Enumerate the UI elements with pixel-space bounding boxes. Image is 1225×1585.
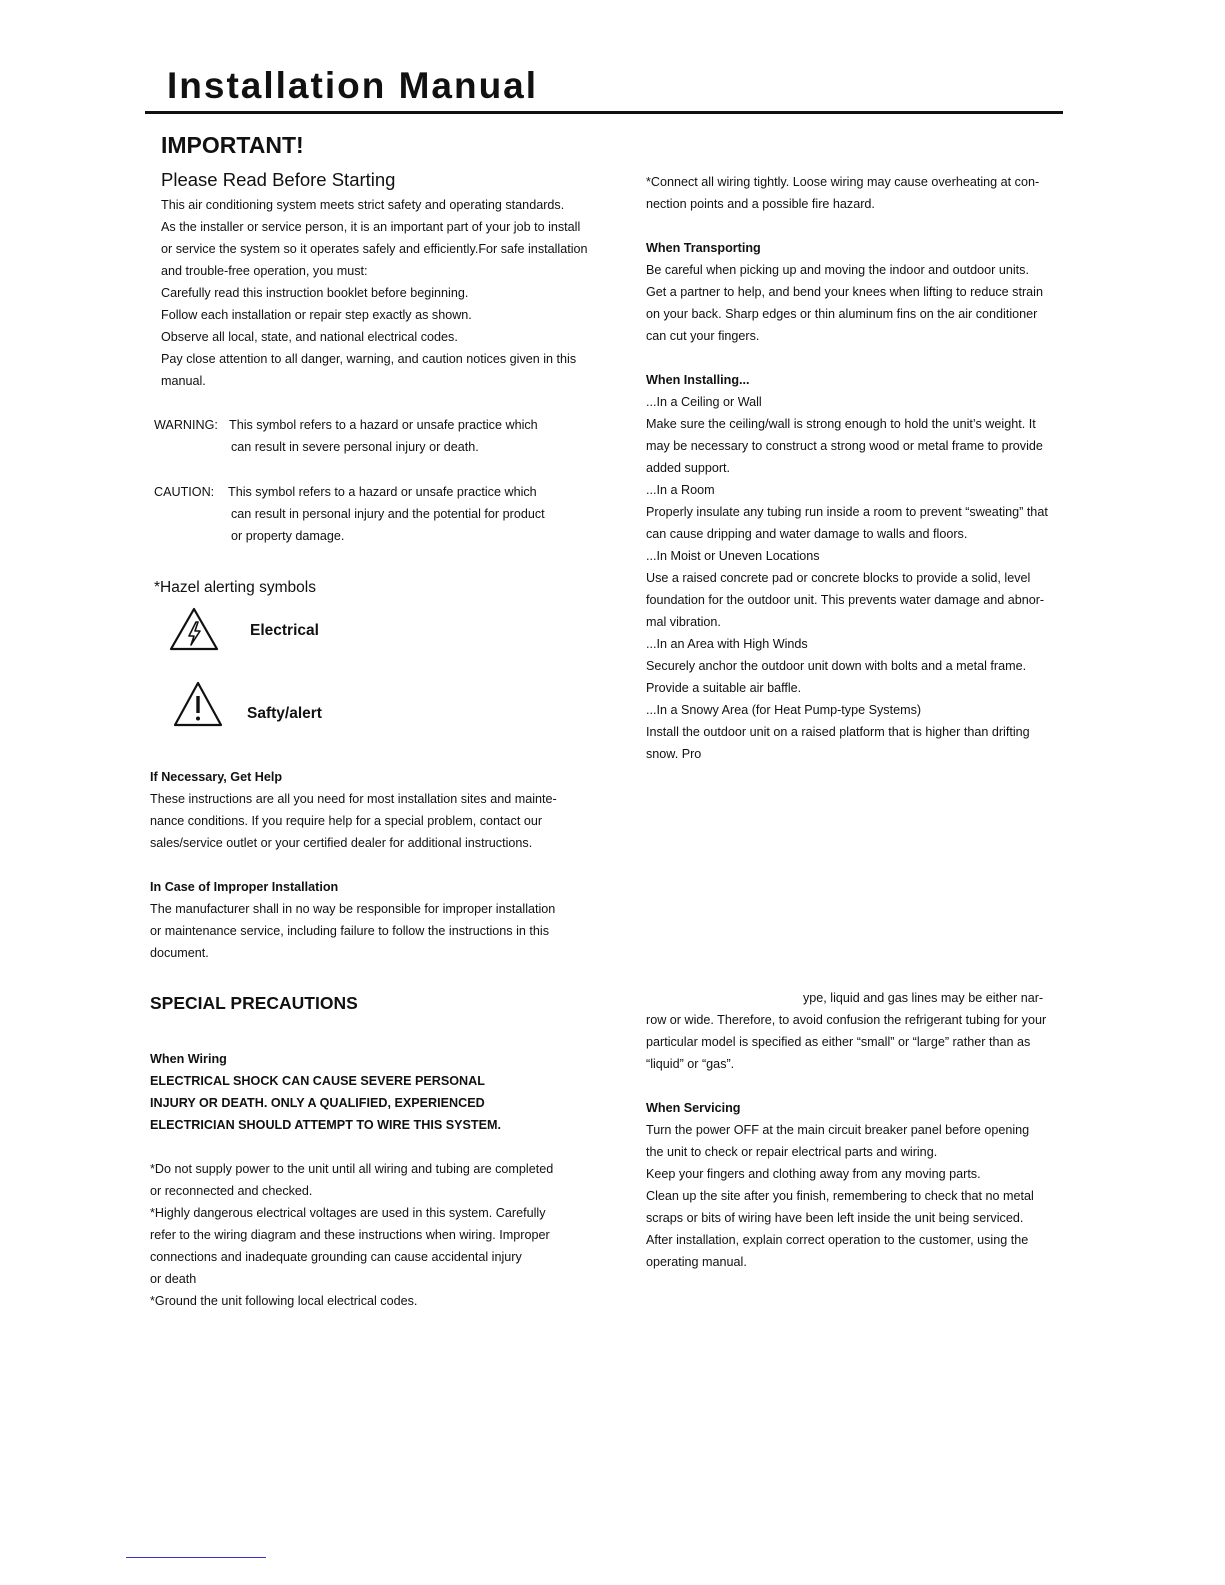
important-paragraph (161, 194, 588, 392)
text-line: can cut your fingers. (646, 329, 760, 343)
symbols-heading: *Hazel alerting symbols (154, 579, 316, 596)
text-line: *Connect all wiring tightly. Loose wiring may cause overheating at con- (646, 175, 1040, 189)
electrical-hazard-icon (168, 606, 220, 652)
text-line: This air conditioning system meets strict safety and operating standards. (161, 198, 565, 212)
text-line: Use a raised concrete pad or concrete blocks to provide a solid, level (646, 571, 1031, 585)
shock-warning-line: INJURY OR DEATH. ONLY A QUALIFIED, EXPERIENCED (150, 1096, 485, 1110)
text-line: or death (150, 1272, 197, 1286)
text-line: added support. (646, 461, 731, 475)
text-line: ...In a Ceiling or Wall (646, 395, 762, 409)
get-help-section (150, 766, 557, 854)
text-line: row or wide. Therefore, to avoid confusion the refrigerant tubing for your (646, 1013, 1047, 1027)
warning-text-line: can result in severe personal injury or death. (231, 440, 479, 454)
text-line: Carefully read this instruction booklet before beginning. (161, 286, 469, 300)
text-line: or reconnected and checked. (150, 1184, 313, 1198)
text-line: Be careful when picking up and moving the indoor and outdoor units. (646, 263, 1029, 277)
text-line: on your back. Sharp edges or thin aluminum fins on the air conditioner (646, 307, 1038, 321)
text-line: Keep your fingers and clothing away from any moving parts. (646, 1167, 981, 1181)
text-line: refer to the wiring diagram and these instructions when wiring. Improper (150, 1228, 550, 1242)
warning-label: WARNING: (154, 418, 218, 432)
caution-text-line: or property damage. (231, 529, 345, 543)
section-heading: When Installing... (646, 373, 750, 387)
text-line: Make sure the ceiling/wall is strong enough to hold the unit’s weight. It (646, 417, 1036, 431)
special-precautions-heading: SPECIAL PRECAUTIONS (150, 993, 358, 1013)
footer-rule (126, 1557, 266, 1558)
text-line: ...In Moist or Uneven Locations (646, 549, 820, 563)
text-line: *Ground the unit following local electrical codes. (150, 1294, 418, 1308)
text-line: sales/service outlet or your certified dealer for additional instructions. (150, 836, 533, 850)
text-line: Clean up the site after you finish, remembering to check that no metal (646, 1189, 1034, 1203)
section-heading: In Case of Improper Installation (150, 880, 339, 894)
section-heading: When Wiring (150, 1052, 227, 1066)
text-line: *Highly dangerous electrical voltages are used in this system. Carefully (150, 1206, 546, 1220)
text-line: Get a partner to help, and bend your knees when lifting to reduce strain (646, 285, 1043, 299)
text-line: Install the outdoor unit on a raised platform that is higher than drifting (646, 725, 1030, 739)
electrical-symbol-label: Electrical (250, 622, 319, 639)
text-line: ...In an Area with High Winds (646, 637, 808, 651)
section-heading: When Transporting (646, 241, 761, 255)
text-line: Provide a suitable air baffle. (646, 681, 802, 695)
text-line: snow. Pro (646, 747, 702, 761)
text-line: Turn the power OFF at the main circuit breaker panel before opening (646, 1123, 1030, 1137)
page-title: Installation Manual (167, 65, 539, 106)
wiring-instructions (150, 1158, 553, 1312)
section-heading: When Servicing (646, 1101, 741, 1115)
when-installing-section (646, 369, 1048, 765)
section-heading: If Necessary, Get Help (150, 770, 283, 784)
text-line: The manufacturer shall in no way be responsible for improper installation (150, 902, 556, 916)
text-line: ...In a Snowy Area (for Heat Pump-type Systems) (646, 703, 922, 717)
text-line: nection points and a possible fire hazard. (646, 197, 875, 211)
text-line: Follow each installation or repair step exactly as shown. (161, 308, 472, 322)
text-line: operating manual. (646, 1255, 747, 1269)
exclamation-warning-icon (172, 680, 224, 728)
text-line: or maintenance service, including failure to follow the instructions in this (150, 924, 550, 938)
connect-wiring-paragraph (646, 171, 1039, 215)
text-line: connections and inadequate grounding can cause accidental injury (150, 1250, 522, 1264)
text-line: “liquid” or “gas”. (646, 1057, 735, 1071)
text-line: particular model is specified as either “small” or “large” rather than as (646, 1035, 1031, 1049)
text-line: the unit to check or repair electrical parts and wiring. (646, 1145, 938, 1159)
text-line: manual. (161, 374, 206, 388)
warning-text-line: This symbol refers to a hazard or unsafe practice which (229, 418, 538, 432)
shock-warning-line: ELECTRICIAN SHOULD ATTEMPT TO WIRE THIS SYSTEM. (150, 1118, 501, 1132)
text-line: scraps or bits of wiring have been left inside the unit being serviced. (646, 1211, 1024, 1225)
important-heading: IMPORTANT! (161, 132, 304, 158)
text-line: Properly insulate any tubing run inside a room to prevent “sweating” that (646, 505, 1048, 519)
text-line: nance conditions. If you require help for a special problem, contact our (150, 814, 543, 828)
safety-symbol-label: Safty/alert (247, 705, 322, 722)
text-line: These instructions are all you need for most installation sites and mainte- (150, 792, 557, 806)
text-line: and trouble-free operation, you must: (161, 264, 368, 278)
text-line: Pay close attention to all danger, warning, and caution notices given in this (161, 352, 577, 366)
when-servicing-section (646, 1097, 1034, 1273)
shock-warning-line: ELECTRICAL SHOCK CAN CAUSE SEVERE PERSONAL (150, 1074, 485, 1088)
tubing-fragment-first-line: ype, liquid and gas lines may be either nar- (803, 991, 1044, 1005)
text-line: Observe all local, state, and national electrical codes. (161, 330, 458, 344)
text-line: document. (150, 946, 209, 960)
tubing-paragraph (646, 1009, 1046, 1075)
improper-installation-section (150, 876, 555, 964)
caution-label: CAUTION: (154, 485, 215, 499)
text-line: After installation, explain correct operation to the customer, using the (646, 1233, 1029, 1247)
text-line: Securely anchor the outdoor unit down with bolts and a metal frame. (646, 659, 1027, 673)
caution-text-line: This symbol refers to a hazard or unsafe practice which (228, 485, 537, 499)
text-line: As the installer or service person, it is an important part of your job to install (161, 220, 581, 234)
text-line: foundation for the outdoor unit. This prevents water damage and abnor- (646, 593, 1045, 607)
when-transporting-section (646, 237, 1043, 347)
text-line: or service the system so it operates safely and efficiently.For safe installation (161, 242, 588, 256)
title-rule (145, 111, 1063, 114)
text-line: ...In a Room (646, 483, 715, 497)
text-line: can cause dripping and water damage to walls and floors. (646, 527, 968, 541)
when-wiring-section (150, 1048, 501, 1136)
read-before-starting-heading: Please Read Before Starting (161, 169, 396, 190)
caution-text-line: can result in personal injury and the potential for product (231, 507, 545, 521)
text-line: *Do not supply power to the unit until all wiring and tubing are completed (150, 1162, 554, 1176)
text-line: mal vibration. (646, 615, 721, 629)
text-line: may be necessary to construct a strong wood or metal frame to provide (646, 439, 1043, 453)
